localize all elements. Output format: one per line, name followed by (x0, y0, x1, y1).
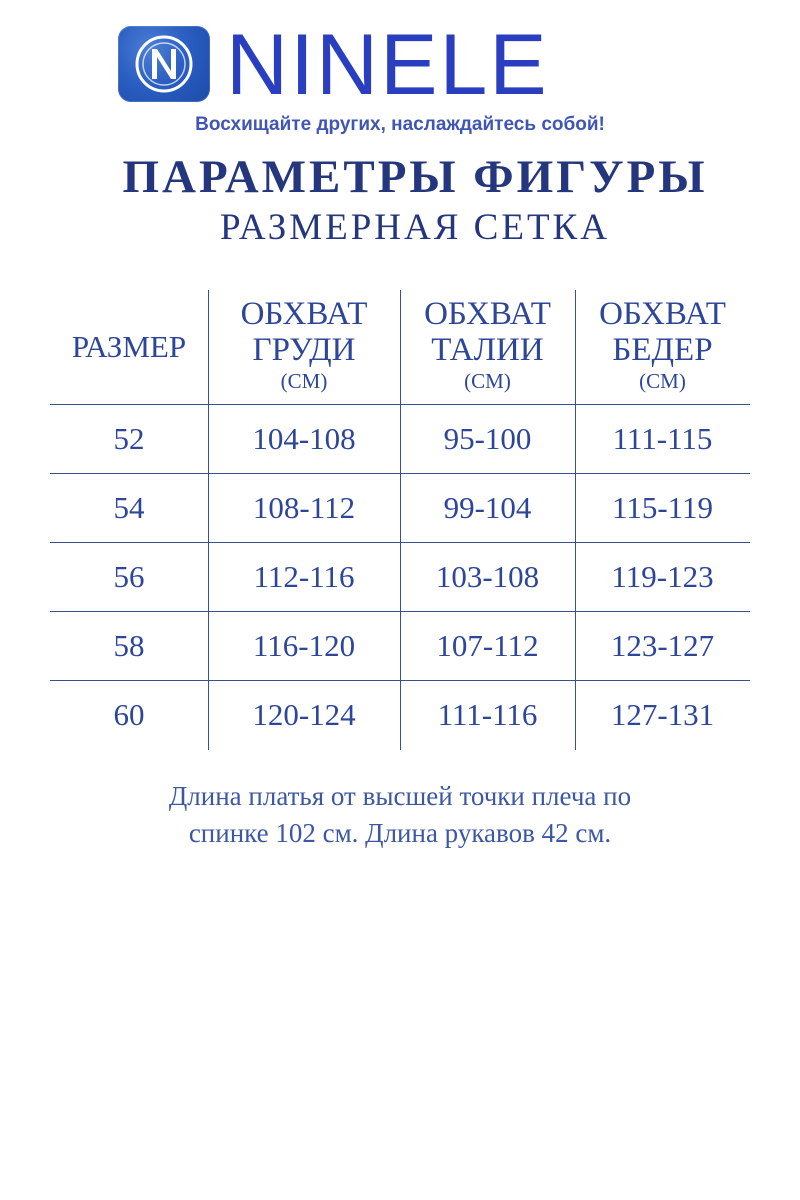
n-monogram-icon (118, 26, 210, 102)
header-chest-unit: (СМ) (280, 369, 328, 393)
brand-name: NINELE (226, 17, 549, 113)
length-note-line2: спинке 102 см. Длина рукавов 42 см. (188, 818, 612, 848)
table-cell-waist: 99-104 (443, 490, 532, 525)
brand-logo (118, 17, 693, 113)
header-size (50, 290, 208, 404)
header-hips-line1: ОБХВАТ (599, 296, 726, 332)
brand-slogan: Восхищайте других, наслаждайтесь собой! (195, 114, 605, 135)
header-size-label: РАЗМЕР (71, 329, 187, 364)
length-note (0, 778, 800, 852)
table-cell-waist: 95-100 (443, 421, 532, 456)
header-chest (208, 290, 400, 404)
table-cell-hips: 111-115 (612, 421, 713, 456)
table-cell-chest: 116-120 (252, 628, 356, 663)
header-hips-line2: БЕДЕР (612, 332, 713, 368)
table-cell-size: 56 (113, 559, 145, 594)
table-cell-size: 52 (113, 421, 145, 456)
table-cell-chest: 108-112 (252, 490, 356, 525)
table-cell-chest: 104-108 (252, 421, 356, 456)
length-note-line1: Длина платья от высшей точки плеча по (168, 781, 632, 811)
table-cell-size: 58 (113, 628, 145, 663)
table-cell-chest: 120-124 (252, 697, 356, 732)
page-title: ПАРАМЕТРЫ ФИГУРЫ (122, 151, 708, 203)
header-chest-line1: ОБХВАТ (240, 296, 368, 332)
page-subtitle: РАЗМЕРНАЯ СЕТКА (220, 207, 610, 248)
table-cell-size: 54 (113, 490, 145, 525)
table-cell-chest: 112-116 (253, 559, 355, 594)
header-waist-line2: ТАЛИИ (431, 332, 544, 368)
header-waist-unit: (СМ) (464, 369, 511, 393)
header-hips-unit: (СМ) (639, 369, 686, 393)
header-chest-line2: ГРУДИ (252, 332, 356, 368)
table-cell-hips: 119-123 (611, 559, 714, 594)
table-cell-hips: 127-131 (610, 697, 715, 732)
table-cell-waist: 103-108 (435, 559, 540, 594)
table-cell-waist: 111-116 (437, 697, 538, 732)
table-cell-waist: 107-112 (436, 628, 539, 663)
table-cell-size: 60 (113, 697, 145, 732)
table-cell-hips: 123-127 (610, 628, 715, 663)
header-waist (400, 290, 575, 404)
table-cell-hips: 115-119 (611, 490, 714, 525)
size-table (50, 290, 750, 750)
header-waist-line1: ОБХВАТ (424, 296, 551, 332)
header-hips (575, 290, 750, 404)
